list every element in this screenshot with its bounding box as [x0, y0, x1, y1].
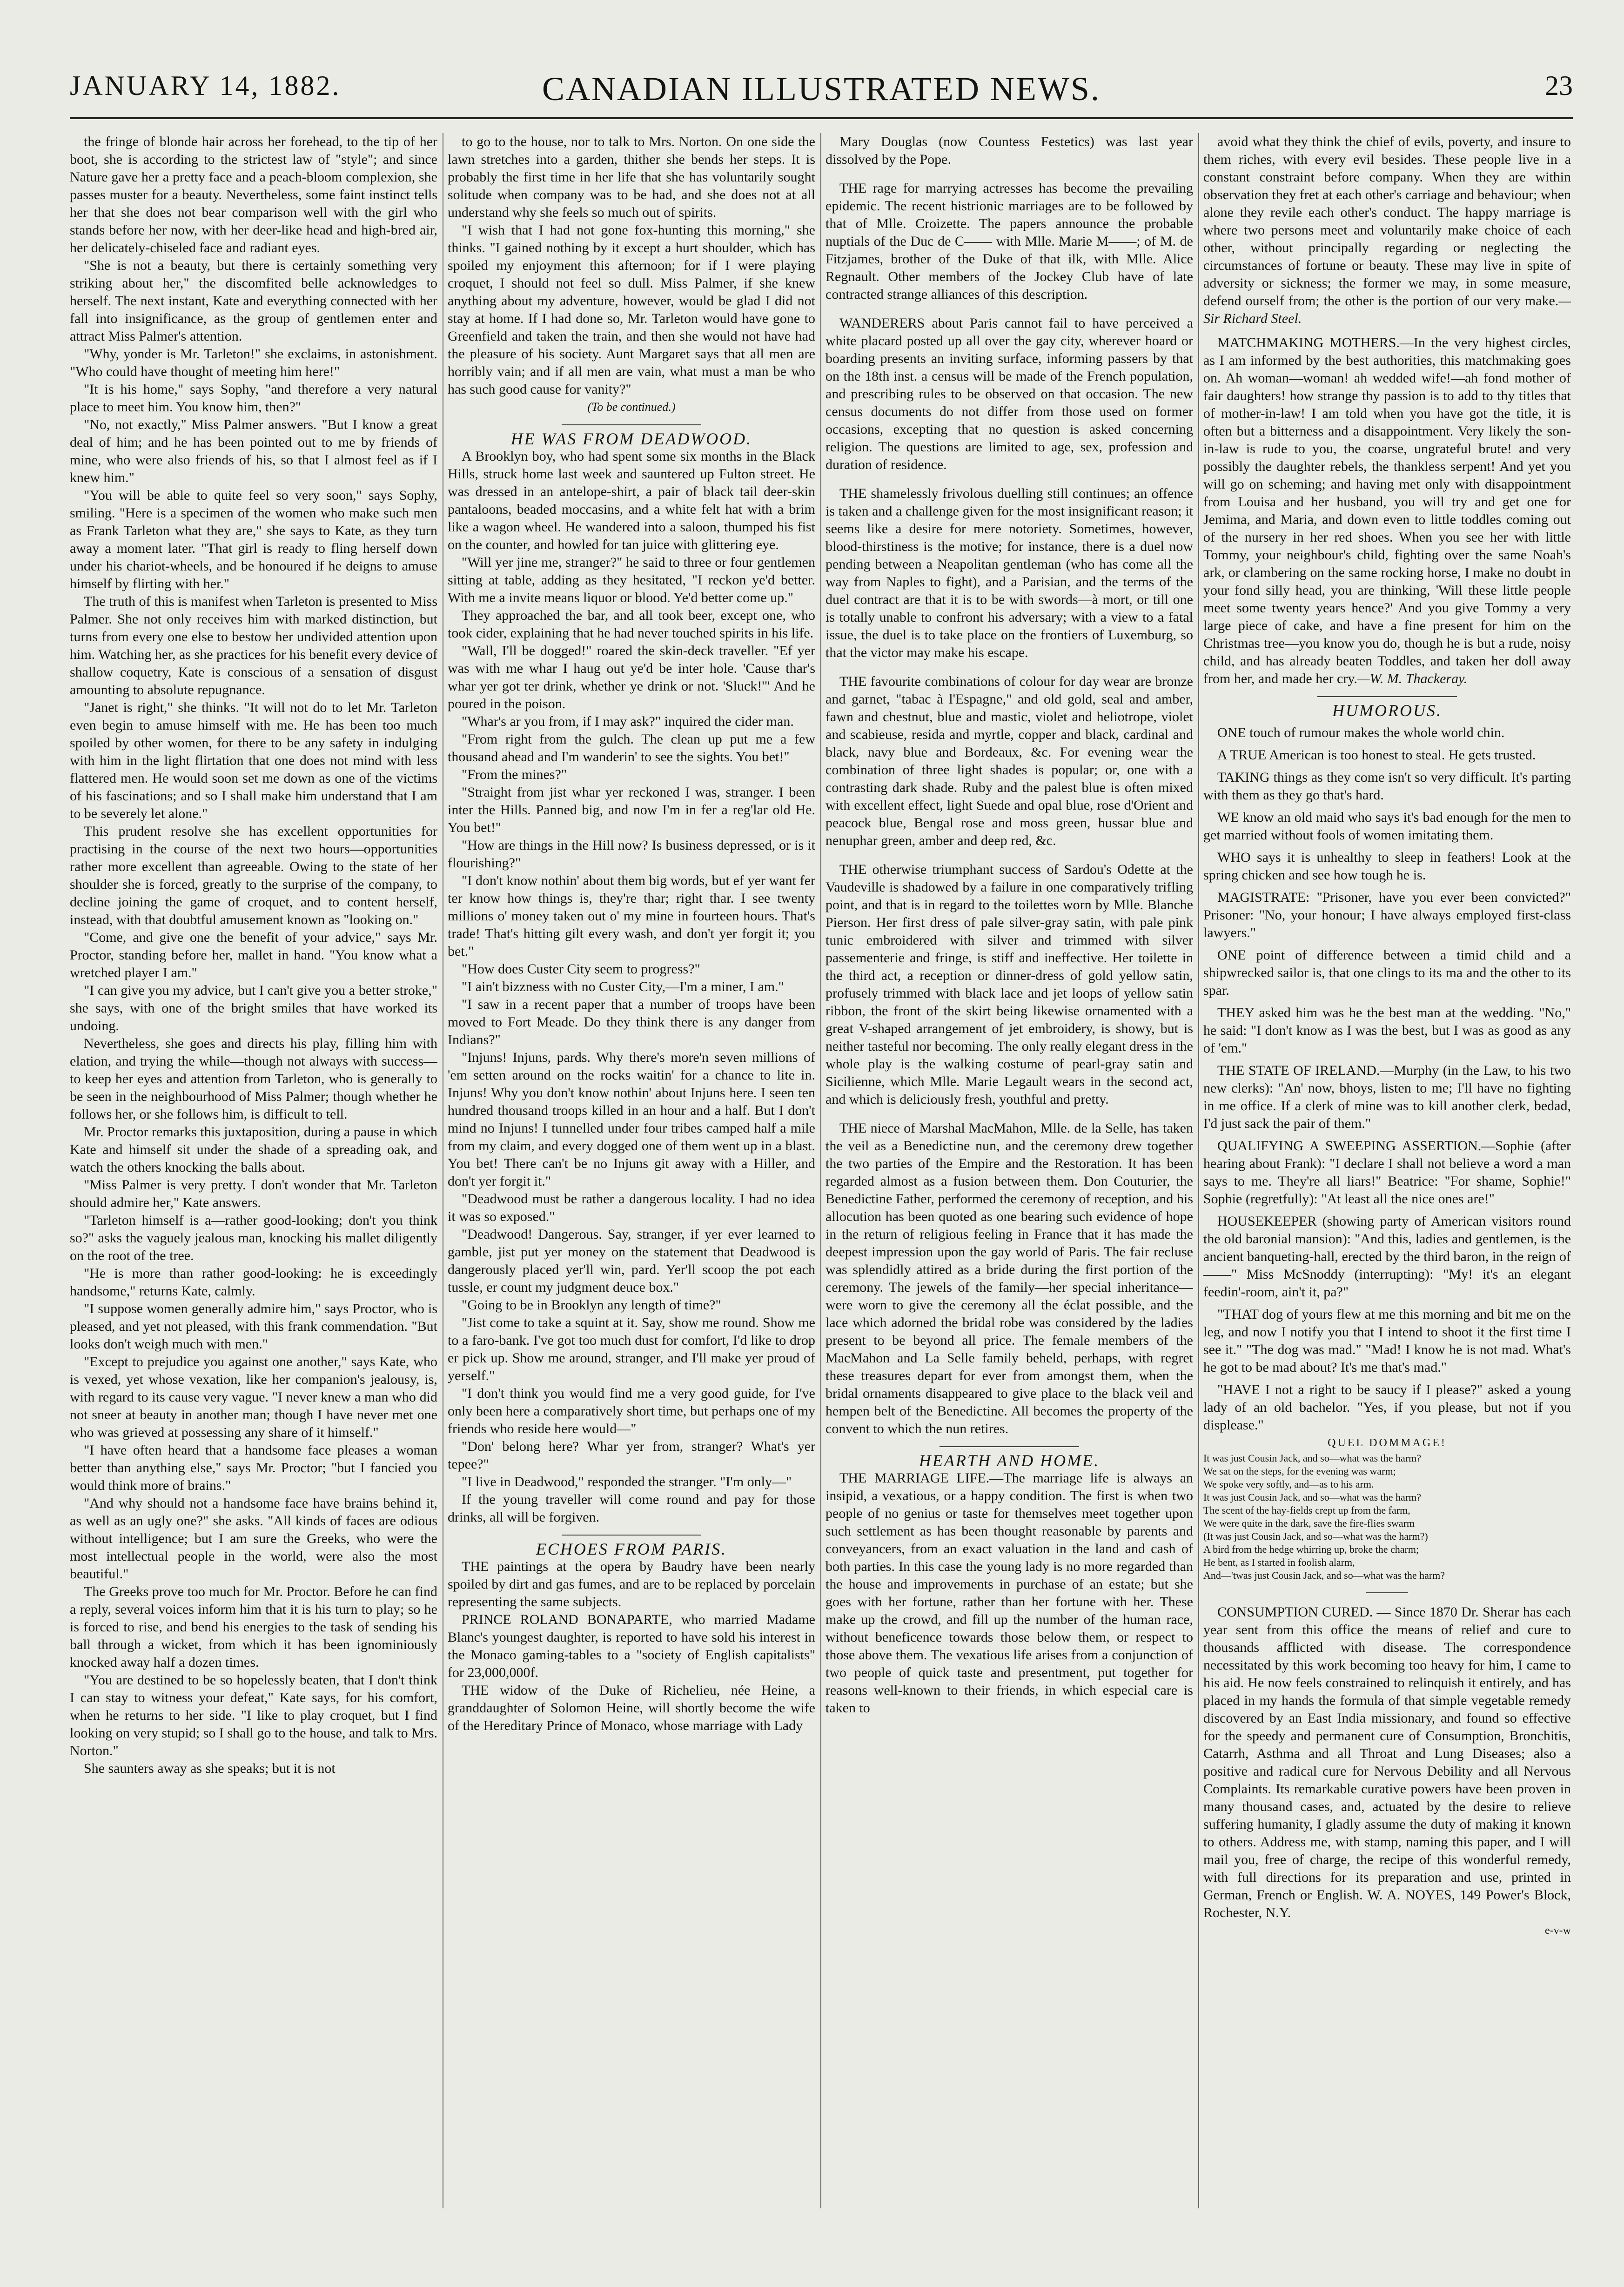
paragraph: WHO says it is unhealthy to sleep in feathers! Look at the spring chicken and see how tough he is.: [1203, 850, 1571, 883]
paragraph: THEY asked him was he the best man at the wedding. "No," he said: "I don't know as I was the best, but I was as good as any of 'em.": [1203, 1005, 1571, 1056]
paragraph: avoid what they think the chief of evils, poverty, and insure to them riches, with every evil besides. These people live in a constant constraint before company. When they are within observation they fret at each other's carriage and behaviour; when alone they revile each other's conduct. The happy marriage is where two persons meet and voluntarily make choice of each other, without principally regarding or neglecting the circumstances of fortune or beauty. These may live in spite of adversity or sickness; the former we may, in some measure, defend ourself from; the other is the portion of our very make.—Sir Richard Steel.: [1203, 134, 1571, 326]
poem-line: (It was just Cousin Jack, and so—what was the harm?): [1203, 1530, 1428, 1542]
paragraph: "I can give you my advice, but I can't give you a better stroke," she says, with one of the bright smiles that have worked its undoing.: [70, 983, 437, 1033]
paragraph: "Straight from jist whar yer reckoned I was, stranger. I been inter the Hills. Panned big, and now I'm in fer a reg'lar old He. You bet!": [448, 785, 815, 835]
paragraph: "You will be able to quite feel so very soon," says Sophy, smiling. "Here is a specimen of the women who make such men as Frank Tarleton what they are," she says to Kate, as they turn away a moment later. "That girl is ready to fling herself down under his chariot-wheels, and be honoured if he deigns to amuse himself by flirting with her.": [70, 488, 437, 591]
column-2: [448, 133, 815, 2208]
paragraph: A TRUE American is too honest to steal. He gets trusted.: [1217, 747, 1536, 763]
paragraph: "From the mines?": [462, 767, 567, 782]
column-rule: [820, 133, 821, 2208]
paragraph: This prudent resolve she has excellent opportunities for practising in the course of the next two hours—opportunities rather more excellent than agreeable. Owing to the state of her shoulder she is forced, greatly to the surprise of the company, to decline joining the game of croquet, and to content herself, instead, with that doubtful amusement known as "looking on.": [70, 824, 437, 927]
paragraph: They approached the bar, and all took beer, except one, who took cider, explaining that he had never touched spirits in his life.: [448, 608, 815, 641]
heading-echoes-paris: ECHOES FROM PARIS.: [536, 1540, 727, 1558]
paragraph: "She is not a beauty, but there is certainly something very striking about her," the discomfited belle acknowledges to herself. The next instant, Kate and everything connected with her fall into insignificance, as the group of gentlemen enter and attract Miss Palmer's attention.: [70, 258, 437, 344]
issue-date: JANUARY 14, 1882.: [70, 70, 341, 101]
paragraph: "How does Custer City seem to progress?": [462, 961, 700, 977]
paragraph: "HAVE I not a right to be saucy if I please?" asked a young lady of an old bachelor. "Yes, if you please, but not if you displease.": [1203, 1382, 1571, 1433]
paragraph: HOUSEKEEPER (showing party of American visitors round the old baronial mansion): "And this, ladies and gentlemen, is the ancient banqueting-hall, erected by the third baron, in the reign of ——" Miss McSnoddy (interrupting): "My! it's an elegant feedin'-room, ain't it, pa?": [1203, 1214, 1571, 1300]
paragraph: "Jist come to take a squint at it. Say, show me round. Show me to a faro-bank. I've got too much dust for comfort, I'd like to drop er pick up. Show me around, stranger, and I'll make yer proud of yerself.": [448, 1315, 815, 1383]
article-hearth-home-cont: [1203, 133, 1571, 688]
paragraph: "No, not exactly," Miss Palmer answers. "But I know a great deal of him; and he has been pointed out to me by friends of mine, who were also friends of his, so that I almost feel as if I knew him.": [70, 417, 437, 485]
poem-line: It was just Cousin Jack, and so—what was the harm?: [1203, 1452, 1422, 1464]
paragraph: THE otherwise triumphant success of Sardou's Odette at the Vaudeville is shadowed by a failure in one comparatively trifling point, and that is in regard to the toilettes worn by Mlle. Blanche Pierson. Her first dress of pale silver-gray satin, with pale pink tunic embroidered with silver and trimmed with silver passementerie and fringe, is stiff and ineffective. Her toilette in the third act, a reception or dinner-dress of gold yellow satin, profusely trimmed with black lace and jet loops of yellow satin ribbon, the front of the skirt being likewise ornamented with a great V-shaped arrangement of jet embroidery, is showy, but is neither tasteful nor becoming. The only really elegant dress in the whole play is the walking costume of pearl-gray satin and Sicilienne, which Mlle. Marie Legault wears in the second act, and which is deliciously fresh, youthful and pretty.: [825, 862, 1193, 1107]
paragraph: Mr. Proctor remarks this juxtaposition, during a pause in which Kate and himself sit under the shade of a spreading oak, and watch the others knocking the balls about.: [70, 1124, 437, 1175]
paragraph: THE widow of the Duke of Richelieu, née Heine, a granddaughter of Solomon Heine, will shortly become the wife of the Hereditary Prince of Monaco, whose marriage with Lady: [448, 1683, 815, 1733]
paragraph: "I ain't bizzness with no Custer City,—I'm a miner, I am.": [462, 979, 784, 994]
poem-quel-dommage: [1203, 1452, 1571, 1582]
heading-deadwood: HE WAS FROM DEADWOOD.: [510, 429, 752, 448]
paragraph: "He is more than rather good-looking: he is exceedingly handsome," returns Kate, calmly.: [70, 1266, 437, 1299]
poem-line: A bird from the hedge whirring up, broke the charm;: [1203, 1543, 1419, 1555]
column-1: [70, 133, 437, 2208]
serial-story-continuation: [70, 133, 437, 1777]
poem-title: QUEL DOMMAGE!: [1328, 1437, 1447, 1449]
paragraph: "I wish that I had not gone fox-hunting this morning," she thinks. "I gained nothing by it except a hurt shoulder, which has spoiled my enjoyment this afternoon; for if I were playing croquet, I should not feel so dull. Miss Palmer, if she knew anything about my adventure, however, would be glad I did not stay at home. If I had done so, Mr. Tarleton would have gone to Greenfield and taken the train, and then she would not have had the pleasure of his society. Aunt Margaret says that all men are horribly vain; and if all men are vain, what must a man be who has such good cause for vanity?": [448, 222, 815, 397]
paragraph: "And why should not a handsome face have brains behind it, as well as an ugly one?" she asks. "All kinds of faces are odious without intelligence; but I am sure the Greeks, who were the most intellectual people in the world, were also the most beautiful.": [70, 1496, 437, 1582]
article-hearth-home: [825, 1469, 1193, 1717]
section-rule: [940, 1446, 1079, 1447]
paragraph: ONE touch of rumour makes the whole world chin.: [1217, 725, 1505, 740]
article-echoes-paris-cont: [825, 133, 1193, 1438]
section-rule: [1366, 1592, 1408, 1593]
paragraph: If the young traveller will come round and pay for those drinks, all will be forgiven.: [448, 1492, 815, 1525]
heading-hearth-home: HEARTH AND HOME.: [919, 1451, 1100, 1470]
paragraph: A Brooklyn boy, who had spent some six months in the Black Hills, struck home last week and sauntered up Fulton street. He was dressed in an antelope-shirt, a pair of black tail deer-skin pantaloons, beaded moccasins, and a white felt hat with a brim like a wagon wheel. He wandered into a saloon, thumped his fist on the counter, and howled for tan juice with glittering eye.: [448, 449, 815, 552]
article-deadwood: [448, 448, 815, 1526]
serial-story-end: [448, 133, 815, 398]
paragraph: "I saw in a recent paper that a number of troops have been moved to Fort Meade. Do they think there is any danger from Indians?": [448, 997, 815, 1047]
paragraph: She saunters away as she speaks; but it is not: [84, 1761, 336, 1776]
paragraph: "Will yer jine me, stranger?" he said to three or four gentlemen sitting at table, adding as they hesitated, "I reckon ye'd better. With me a invite means liquor or blood. Ye'd better come up.": [448, 555, 815, 605]
paragraph: THE paintings at the opera by Baudry have been nearly spoiled by dirt and gas fumes, and are to be replaced by porcelain representing the same subjects.: [448, 1559, 815, 1610]
poem-line: We were quite in the dark, save the fire-flies swarm: [1203, 1517, 1415, 1529]
paragraph: "I don't think you would find me a very good guide, for I've only been here a comparatively short time, but perhaps one of my friends who reside here would—": [448, 1386, 815, 1436]
column-3: [825, 133, 1193, 2208]
paragraph: PRINCE ROLAND BONAPARTE, who married Madame Blanc's youngest daughter, is reported to have sold his interest in the Monaco gaming-tables to a "society of English capitalists" for 23,000,000f.: [448, 1612, 815, 1680]
paragraph: "I have often heard that a handsome face pleases a woman better than anything else," says Mr. Proctor; "but I fancied you would think more of brains.": [70, 1442, 437, 1493]
paragraph: "You are destined to be so hopelessly beaten, that I don't think I can stay to witness your defeat," Kate says, for his comfort, when he returns to her side. "I like to play croquet, but I find looking on very stupid; so I shall go to the house, and talk to Mrs. Norton.": [70, 1672, 437, 1758]
paragraph: "How are things in the Hill now? Is business depressed, or is it flourishing?": [448, 838, 815, 871]
paragraph: QUALIFYING A SWEEPING ASSERTION.—Sophie (after hearing about Frank): "I declare I shall not believe a word a man says to me. They're all liars!" Beatrice: "For shame, Sophie!" Sophie (regretfully): "At least all the nice ones are!": [1203, 1138, 1571, 1207]
poem-line: He bent, as I started in foolish alarm,: [1203, 1556, 1355, 1568]
paragraph: "Miss Palmer is very pretty. I don't wonder that Mr. Tarleton should admire her," Kate answers.: [70, 1177, 437, 1210]
paragraph: "Tarleton himself is a—rather good-looking; don't you think so?" asks the vaguely jealous man, knocking his mallet diligently on the root of the tree.: [70, 1213, 437, 1263]
paragraph: THE favourite combinations of colour for day wear are bronze and garnet, "tabac à l'Espagne," and old gold, seal and amber, fawn and chestnut, blue and mastic, violet and heliotrope, violet and scabieuse, resida and myrtle, copper and black, cardinal and black, navy blue and Bordeaux, &c. For evening wear the combination of three light shades is popular; or, one with a contrasting dark shade. Ruby and the palest blue is often mixed with excellent effect, light Suede and opal blue, rose d'Orient and peacock blue, Bengal rose and moss green, hussar blue and nenuphar green, amber and deep red, &c.: [825, 674, 1193, 848]
paragraph: "I don't know nothin' about them big words, but ef yer want fer ter know how things is, they're thar; right thar. I see twenty millions o' money taken out o' my mine in fourteen hours. That's trade! That's hitting gilt every wash, and don't yer forgit it; you bet.": [448, 873, 815, 959]
paragraph: "THAT dog of yours flew at me this morning and bit me on the leg, and now I notify you that I intend to shoot it the first time I see it." "The dog was mad." "Mad! I know he is not mad. What's he got to be mad about? It's me that's mad.": [1203, 1307, 1571, 1375]
poem-line: And—'twas just Cousin Jack, and so—what was the harm?: [1203, 1569, 1445, 1581]
paragraph: the fringe of blonde hair across her forehead, to the tip of her boot, she is according to the strictest law of "style"; and since Nature gave her a pretty face and a peach-bloom complexion, she passes muster for a beauty. Nevertheless, some faint instinct tells her that she does not bear comparison well with the girl who stands before her now, with her deer-like head and high-bred air, her delicately-chiseled face and radiant eyes.: [70, 134, 437, 255]
masthead: [70, 70, 1573, 112]
to-be-continued-note: (To be continued.): [587, 400, 676, 414]
heading-humorous: HUMOROUS.: [1332, 701, 1442, 720]
poem-line: The scent of the hay-fields crept up from the farm,: [1203, 1504, 1410, 1516]
paragraph: to go to the house, nor to talk to Mrs. Norton. On one side the lawn stretches into a garden, thither she bends her steps. It is probably the first time in her life that she has voluntarily sought solitude when company was to be had, and she does not at all understand why she feels so much out of spirits.: [448, 134, 815, 220]
poem-line: It was just Cousin Jack, and so—what was the harm?: [1203, 1491, 1422, 1503]
paragraph: "Janet is right," she thinks. "It will not do to let Mr. Tarleton even begin to amuse himself with me. He has been too much spoiled by other women, for there to be any safety in indulging with him in the light flirtation that one does not mind with less flattered men. He would soon set me down as one of the victims of his fascinations; and so I shall make him understand that I am to be severely let alone.": [70, 700, 437, 821]
paragraph: "Injuns! Injuns, pards. Why there's more'n seven millions of 'em setten around on the rocks waitin' for a chance to lite in. Injuns! Why you don't know nothin' about Injuns here. I seen ten hundred thousand troops killed in an hour and a half. But I don't mind no Injuns! I tunnelled under four tribes camped half a mile from my claim, and every dogged one of them went up in a blast. You bet! There can't be no Injuns git away with a Hiller, and don't yer forgit it.": [448, 1050, 815, 1189]
paragraph: MAGISTRATE: "Prisoner, have you ever been convicted?" Prisoner: "No, your honour; I have always employed first-class lawyers.": [1203, 890, 1571, 940]
column-rule: [1198, 133, 1199, 2208]
paragraph: "Come, and give one the benefit of your advice," says Mr. Proctor, standing before her, mallet in hand. "You know what a wretched player I am.": [70, 930, 437, 980]
paragraph: THE rage for marrying actresses has become the prevailing epidemic. The recent histrionic marriages are to be followed by that of Mlle. Croizette. The papers announce the probable nuptials of the Duc de C—— with Mlle. Marie M——; of M. de Fitzjames, brother of the Duke of that ilk, with Mlle. Alice Regnault. Other members of the Jockey Club have of late contracted strange alliances of this description.: [825, 181, 1193, 302]
paragraph: "Wall, I'll be dogged!" roared the skin-deck traveller. "Ef yer was with me whar I haug out ye'd be inter hole. 'Cause thar's whar yer got ter drink, whether ye drink or not. 'Sluck!'" And he poured in the poison.: [448, 643, 815, 711]
section-rule: [562, 1535, 701, 1536]
paragraph: CONSUMPTION CURED. — Since 1870 Dr. Sherar has each year sent from this office the means of relief and cure to thousands afflicted with disease. The correspondence necessitated by this work becoming too heavy for him, I came to his aid. He now feels constrained to relinquish it entirely, and has placed in my hands the formula of that simple vegetable remedy discovered by an East India missionary, and found so effective for the speedy and permanent cure of Consumption, Bronchitis, Catarrh, Asthma and all Throat and Lung Diseases; also a positive and radical cure for Nervous Debility and all Nervous Complaints. Its remarkable curative powers have been proven in many thousand cases, and, actuated by the desire to relieve suffering humanity, I gladly assume the duty of making it known to others. Address me, with stamp, naming this paper, and I will mail you, free of charge, the recipe of this wonderful remedy, with full directions for its preparation and use, printed in German, French or English. W. A. NOYES, 149 Power's Block, Rochester, N.Y.: [1203, 1604, 1571, 1920]
paragraph: The truth of this is manifest when Tarleton is presented to Miss Palmer. She not only receives him with marked distinction, but turns from every one else to bestow her undivided attention upon him. Watching her, as she practices for his benefit every device of shallow coquetry, Kate is conscious of a sensation of disgust amounting to absolute repugnance.: [70, 594, 437, 698]
masthead-rule: [70, 117, 1573, 119]
paragraph: WE know an old maid who says it's bad enough for the men to get married without fools of women imitating them.: [1203, 810, 1571, 843]
signature-steel: —Sir Richard Steel.: [1203, 293, 1571, 326]
paragraph: "Going to be in Brooklyn any length of time?": [462, 1297, 721, 1313]
paragraph: Mary Douglas (now Countess Festetics) was last year dissolved by the Pope.: [825, 134, 1193, 167]
poem-line: We spoke very softly, and—as to his arm.: [1203, 1478, 1374, 1490]
paragraph: WANDERERS about Paris cannot fail to have perceived a white placard posted up all over the gay city, wherever hoard or boarding presents an inviting surface, informing passers by that on the 18th inst. a census will be made of the French population, and prescribing rules to be observed on that occasion. The new census documents do not differ from those used on former occasions, excepting that no question is asked concerning religion. The questions are limited to age, sex, profession and duration of residence.: [825, 315, 1193, 472]
poem-line: We sat on the steps, for the evening was warm;: [1203, 1465, 1396, 1477]
section-rule: [562, 424, 701, 425]
paragraph: THE shamelessly frivolous duelling still continues; an offence is taken and a challenge given for the most insignificant reason; it seems like a desire for mere notoriety. Sometimes, however, blood-thirstiness is the motive; for instance, there is a duel now pending between a Neapolitan gentleman (who has come all the way from Naples to fight), and a Parisian, and the terms of the duel contract are that it is to be with swords—à mort, or till one is totally unable to confront his adversary; with a view to a fatal issue, the duel is to take place on the frontiers of Luxemburg, so that the victor may make his escape.: [825, 486, 1193, 660]
paragraph: "Deadwood must be rather a dangerous locality. I had no idea it was so exposed.": [448, 1191, 815, 1224]
paragraph: "Why, yonder is Mr. Tarleton!" she exclaims, in astonishment. "Who could have thought of meeting him here!": [70, 346, 437, 379]
newspaper-title: CANADIAN ILLUSTRATED NEWS.: [542, 70, 1101, 107]
paragraph: "It is his home," says Sophy, "and therefore a very natural place to meet him. You know him, then?": [70, 382, 437, 415]
paragraph: THE MARRIAGE LIFE.—The marriage life is always an insipid, a vexatious, or a happy condition. The first is when two people of no genius or taste for themselves meet together upon such settlement as has been thought reasonable by parents and conveyancers, from an exact valuation in the land and cash of both parties. In this case the young lady is no more regarded than the house and improvements in purchase of an estate; but she goes with her fortune, rather than her fortune with her. These make up the crowd, and fill up the number of the human race, without beneficence towards those below them, or respect to those above them. The vexatious life arises from a conjunction of two people of quick taste and presentment, put together for reasons well-known to their friends, in which especial care is taken to: [825, 1470, 1193, 1716]
paragraph: "Whar's ar you from, if I may ask?" inquired the cider man.: [462, 714, 794, 729]
paragraph: "I live in Deadwood," responded the stranger. "I'm only—": [462, 1474, 792, 1489]
paragraph: Nevertheless, she goes and directs his play, filling him with elation, and trying the while—though not always with success—to keep her eyes and attention from Tarleton, who is generally to be seen in the neighbourhood of Miss Palmer; though whether he follows her, or she follows him, is difficult to tell.: [70, 1036, 437, 1122]
paragraph: "Except to prejudice you against one another," says Kate, who is vexed, yet whose vexation, like her companion's jealousy, is, with regard to its cause very vague. "I never knew a man who did not sneer at beauty in another man; though I have never met one who was grieved at possessing any share of it himself.": [70, 1354, 437, 1440]
paragraph: THE STATE OF IRELAND.—Murphy (in the Law, to his two new clerks): "An' now, bhoys, listen to me; I'll have no fighting in me office. If a clerk of mine was to kill another clerk, bedad, I'd just sack the pair of them.": [1203, 1063, 1571, 1131]
paragraph: THE niece of Marshal MacMahon, Mlle. de la Selle, has taken the veil as a Benedictine nun, and the ceremony drew together the two parties of the Empire and the Restoration. It has been regarded almost as a fusion between them. Don Couturier, the Benedictine Father, performed the ceremony of reception, and his allocution has been quoted as one bearing such evidence of hope in the return of religious feeling in France that it has made the deepest impression upon the gay world of Paris. The fair recluse was splendidly attired as a bride during the first portion of the ceremony. The jewels of the family—her special inheritance—were worn to give the ceremony all the éclat possible, and the lace which adorned the bridal robe was considered by the ladies present to be beyond all price. The female members of the MacMahon and La Selle family beheld, perhaps, with regret these treasures depart for ever from amongst them, when the bridal ornaments disappeared to give place to the black veil and hempen belt of the Benedictine. All becomes the property of the convent to which the nun retires.: [825, 1120, 1193, 1436]
column-4: [1203, 133, 1571, 2208]
paragraph: TAKING things as they come isn't so very difficult. It's parting with them as they go that's hard.: [1203, 770, 1571, 803]
paragraph: MATCHMAKING MOTHERS.—In the very highest circles, as I am informed by the best authorities, this matchmaking goes on. Ah woman—woman! ah wedded wife!—ah fond mother of fair daughters! how strange thy passion is to add to thy titles that of mother-in-law! I am told when you have got the title, it is often but a bitterness and a disappointment. Very likely the son-in-law is rude to you, the coarse, ungrateful brute! and very possibly the daughter rebels, the thankless serpent! And yet you will go on scheming; and having met only with disappointment from Louisa and her husband, you will try and get one for Jemima, and Maria, and down even to little toddles coming out of the nursery in her red shoes. When you see her with little Tommy, your neighbour's child, fighting over the same Noah's ark, or clambering on the same rocking horse, I make no doubt in your fond silly head, you are thinking, 'Will these little people meet some twenty years hence?' And you give Tommy a very large piece of cake, and have a fine present for him on the Christmas tree—you know you do, though he is but a rude, noisy child, and has already beaten Toddles, and taken her doll away from her, and made her cry.—W. M. Thackeray.: [1203, 335, 1571, 686]
page-number: 23: [1545, 70, 1573, 101]
advertisement-code: e-v-w: [1545, 1925, 1571, 1937]
article-echoes-paris: [448, 1558, 815, 1735]
advertisement-consumption-cured: [1203, 1603, 1571, 1922]
paragraph: "From right from the gulch. The clean up put me a few thousand ahead and I'm wanderin' to see the sights. You bet!": [448, 731, 815, 765]
section-rule: [1317, 696, 1457, 697]
paragraph: The Greeks prove too much for Mr. Proctor. Before he can find a reply, several voices inform him that it is his turn to play; so he is forced to rise, and bend his energies to the task of sending his ball through a wicket, from which it has been ignominiously knocked away half a dozen times.: [70, 1584, 437, 1670]
paragraph: "I suppose women generally admire him," says Proctor, who is pleased, and yet not pleased, with this frank commendation. "But looks don't weigh much with men.": [70, 1301, 437, 1352]
paragraph: "Don' belong here? Whar yer from, stranger? What's yer tepee?": [448, 1439, 815, 1472]
signature-thackeray: —W. M. Thackeray.: [1357, 671, 1468, 686]
paragraph: "Deadwood! Dangerous. Say, stranger, if yer ever learned to gamble, jist put yer money on the statement that Deadwood is dangerously placed yer'll win, pard. Yer'll scoop the pot each tussle, er count my judgment deuce box.": [448, 1227, 815, 1295]
humorous-items: [1203, 724, 1571, 1434]
paragraph: ONE point of difference between a timid child and a shipwrecked sailor is, that one clings to its ma and the other to its spar.: [1203, 947, 1571, 998]
